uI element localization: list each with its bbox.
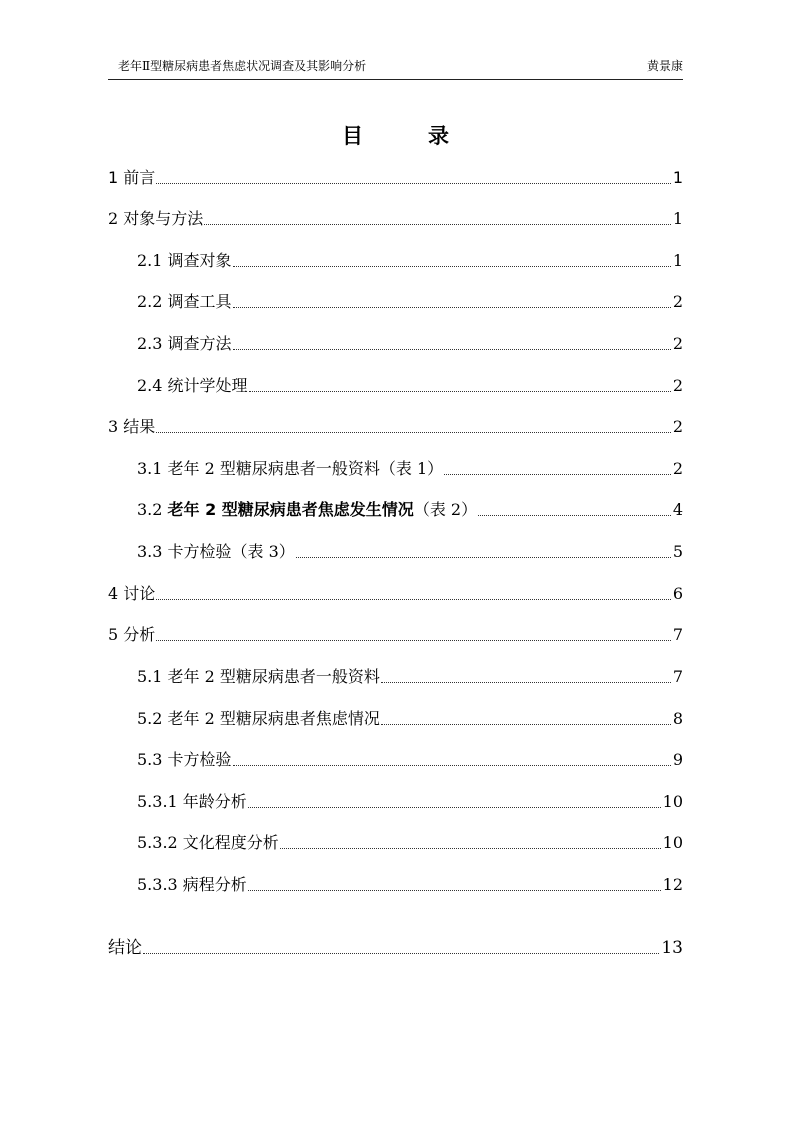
toc-entry-label: 5 分析 — [108, 625, 156, 644]
toc-entry[interactable] — [137, 498, 683, 522]
toc-entry-label: 2.3 调查方法 — [137, 334, 232, 353]
toc-leader — [143, 952, 659, 954]
toc-entry-page: 10 — [662, 833, 683, 852]
toc-entry-label-suffix: （表 2） — [413, 500, 478, 519]
toc-entry[interactable] — [137, 748, 683, 772]
toc-entry-label: 5.3 卡方检验 — [137, 750, 232, 769]
toc-entry[interactable] — [137, 249, 683, 273]
toc-entry-page: 2 — [672, 292, 683, 311]
toc-leader — [249, 390, 671, 392]
toc-entry-page: 12 — [662, 875, 683, 894]
toc-entry-label — [137, 498, 477, 522]
toc-entry-page: 2 — [672, 334, 683, 353]
toc-entry-page: 1 — [672, 251, 683, 270]
header-rule — [108, 79, 683, 80]
toc-leader — [296, 556, 671, 558]
toc-entry[interactable] — [108, 207, 683, 231]
toc-entry-page: 4 — [672, 500, 683, 519]
toc-entry[interactable] — [137, 290, 683, 314]
toc-entry[interactable] — [137, 457, 683, 481]
toc-entry-page: 1 — [672, 168, 683, 187]
toc-leader — [233, 306, 671, 308]
toc-entry[interactable] — [137, 374, 683, 398]
toc-entry[interactable] — [137, 831, 683, 855]
toc-entry-page: 2 — [672, 417, 683, 436]
toc-entry-page: 9 — [672, 750, 683, 769]
toc-entry[interactable] — [108, 936, 683, 960]
toc-leader — [280, 847, 661, 849]
toc-leader — [156, 598, 671, 600]
toc-entry-label: 5.1 老年 2 型糖尿病患者一般资料 — [137, 667, 380, 686]
toc-entry-label-bold: 老年 2 型糖尿病患者焦虑发生情况 — [167, 500, 414, 519]
toc-entry[interactable] — [108, 166, 683, 190]
toc-entry-page: 10 — [662, 792, 683, 811]
toc-entry-label: 4 讨论 — [108, 584, 156, 603]
toc-entry-label: 3.1 老年 2 型糖尿病患者一般资料（表 1） — [137, 459, 444, 478]
toc-leader — [233, 348, 671, 350]
toc-leader — [248, 806, 661, 808]
toc-entry[interactable] — [137, 873, 683, 897]
toc-leader — [233, 764, 671, 766]
toc-entry[interactable] — [108, 415, 683, 439]
toc-entry-label: 5.3.2 文化程度分析 — [137, 833, 279, 852]
toc-leader — [248, 889, 661, 891]
toc-entry-page: 7 — [672, 625, 683, 644]
toc-entry[interactable] — [108, 623, 683, 647]
toc-entry-page: 6 — [672, 584, 683, 603]
toc-entry-page: 2 — [672, 376, 683, 395]
toc-entry-label: 2.1 调查对象 — [137, 251, 232, 270]
toc-entry[interactable] — [137, 540, 683, 564]
toc-leader — [233, 265, 671, 267]
toc-entry[interactable] — [137, 707, 683, 731]
toc-entry[interactable] — [137, 665, 683, 689]
toc-title: 目 录 — [342, 123, 471, 148]
toc-entry-page: 13 — [661, 938, 683, 958]
toc-entry[interactable] — [108, 582, 683, 606]
toc-leader — [381, 723, 671, 725]
header-author: 黄景康 — [646, 59, 683, 73]
toc-entry-label: 2 对象与方法 — [108, 209, 204, 228]
header-title: 老年Ⅱ型糖尿病患者焦虑状况调查及其影响分析 — [118, 59, 367, 73]
toc-entry-label: 3 结果 — [108, 417, 156, 436]
toc-entry-label: 结论 — [108, 938, 142, 958]
toc-entry-page: 7 — [672, 667, 683, 686]
toc-entry-page: 5 — [672, 542, 683, 561]
toc-entry-label-prefix: 3.2 — [137, 500, 168, 519]
toc-entry[interactable] — [137, 790, 683, 814]
toc-entry-label: 2.2 调查工具 — [137, 292, 232, 311]
page-header — [118, 57, 683, 75]
toc-leader — [156, 639, 671, 641]
toc-entry-label: 2.4 统计学处理 — [137, 376, 248, 395]
toc-leader — [478, 514, 671, 516]
toc-leader — [381, 681, 671, 683]
toc-leader — [156, 182, 671, 184]
toc-entry[interactable] — [137, 332, 683, 356]
toc-entry-label: 5.3.3 病程分析 — [137, 875, 247, 894]
toc-entry-page: 8 — [672, 709, 683, 728]
toc-entry-page: 2 — [672, 459, 683, 478]
toc-entry-label: 3.3 卡方检验（表 3） — [137, 542, 295, 561]
toc-leader — [156, 431, 671, 433]
toc-entry-label: 1 前言 — [108, 168, 156, 187]
toc-entry-label: 5.2 老年 2 型糖尿病患者焦虑情况 — [137, 709, 380, 728]
toc-leader — [444, 473, 671, 475]
toc-entry-page: 1 — [672, 209, 683, 228]
toc-entry-label: 5.3.1 年龄分析 — [137, 792, 247, 811]
toc-leader — [204, 223, 671, 225]
